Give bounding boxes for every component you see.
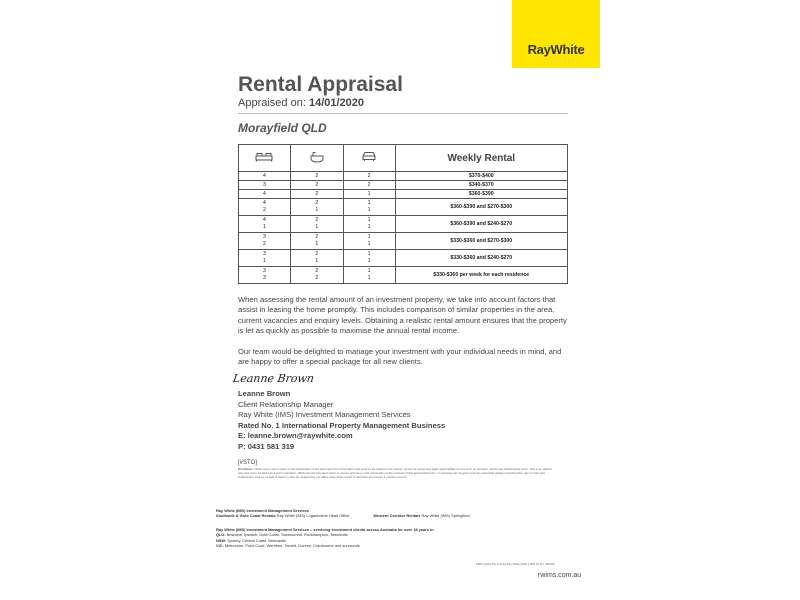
page-title: Rental Appraisal [238,73,403,96]
offer-paragraph: Our team would be delighted to manage your investment with your individual needs in mind, and are happy to offer a special package for all new clients. [238,347,562,367]
cell-beds: 4 1 [239,216,291,233]
cell-baths: 2 1 [290,199,343,216]
cell-cars: 2 [343,181,395,190]
cell-cars: 1 1 [343,216,395,233]
legal-line: PIMS (QLD) Pty Ltd t/as Ray White (IMS) | ABN 61 117 289 867 [476,562,556,566]
contact-phone: P: 0431 581 319 [238,441,295,451]
reference-code: [#STO] [238,460,257,466]
appraised-label: Appraised on: [238,97,306,109]
vic-label: VIC: [216,543,224,549]
table-row [239,216,568,233]
office1-label: Southside & Gold Coast Rentals [216,513,276,519]
vic-locations: Melbourne, Point Cook, Werribee, Tarneit, Doreen, Cranbourne and surrounds [224,543,360,549]
footer-offices [216,508,470,519]
suburb-heading: Morayfield QLD [238,121,327,135]
cell-baths: 2 2 [290,267,343,284]
handwritten-signature: Leanne Brown [232,372,315,385]
logo-text: RayWhite [527,42,585,57]
cell-cars: 1 [343,190,395,199]
contact-award: Rated No. 1 International Property Management Business [238,420,446,430]
cell-cars: 1 1 [343,199,395,216]
contact-email: E: leanne.brown@raywhite.com [238,431,353,441]
cell-price: $330-$360 and $240-$270 [395,250,567,267]
cell-price: $360-$390 and $240-$270 [395,216,567,233]
table-row [239,199,568,216]
office2-label: Western Corridor Rentals [373,513,421,519]
cell-baths: 2 [290,181,343,190]
cell-price: $340-$370 [395,181,567,190]
contact-block [238,389,445,453]
cell-baths: 2 1 [290,250,343,267]
footer-servicing-title: Ray White (IMS) Investment Management Services – servicing investment clients across Australia for over 18 years in: [216,527,435,532]
contact-role: Client Relationship Manager [238,399,334,409]
qld-locations: Brisbane, Ipswich, Gold Coast, Toowoomba, Rockhampton, Townsville [226,532,348,538]
cell-price: $330-$360 per week for each residence [395,267,567,284]
cell-beds: 3 1 [239,250,291,267]
office2-value: Ray White (IMS) Springfield [421,513,470,519]
cell-baths: 2 1 [290,233,343,250]
footer-office-2 [373,513,469,518]
website-link[interactable]: rwims.com.au [538,572,582,579]
cell-beds: 4 [239,190,291,199]
rental-table-body [239,172,568,284]
bed-icon [239,145,291,172]
rental-table [238,144,568,284]
table-row [239,172,568,181]
cell-beds: 3 2 [239,233,291,250]
table-row [239,250,568,267]
footer-vic [216,543,435,548]
car-icon [343,145,395,172]
disclaimer-label: Disclaimer: [238,467,254,471]
table-row [239,190,568,199]
weekly-rental-header: Weekly Rental [395,145,567,172]
office1-value: Ray White (IMS) Loganholme Head Office [276,513,350,519]
cell-beds: 3 3 [239,267,291,284]
cell-beds: 4 2 [239,199,291,216]
table-header-row [239,145,568,172]
raywhite-logo [512,0,600,68]
cell-cars: 1 1 [343,233,395,250]
cell-price: $360-$390 [395,190,567,199]
disclaimer-text: Whilst every care is taken in the preparation of this document from information and sources we believe to be correct, we do not accept any legal responsibility for any error or omission, which may inadvertently occur. This is an opinion only and not to be taken as a sworn valuation. Whilst all care has been taken to ensure accuracy in the preparation of the contents of this appraisal/opinion, no warranty can be given and any interested parties must therefore rely on their own independent enquiry as well. It needs to also be reviewed by our office every three month to ascertain and ensure it remains current. [238,467,553,479]
nsw-locations: Sydney, Central Coast, Newcastle [227,537,287,543]
appraised-date-line [238,97,364,109]
assessment-paragraph: When assessing the rental amount of an investment property, we take into account factors that assist in leasing the home promptly. This includes comparison of similar properties in the area, current vacancies and enquiry levels. Obtaining a realistic rental amount ensures that the property is let as quickly as possible to maximise the annual rental income. [238,295,567,336]
appraised-date: 14/01/2020 [308,97,365,109]
nsw-label: NSW: [216,537,227,543]
contact-company: Ray White (IMS) Investment Management Services [238,410,411,420]
cell-beds: 3 [239,181,291,190]
footer-servicing [216,527,435,549]
cell-price: $370-$400 [395,172,567,181]
title-divider [238,113,568,114]
table-row [239,233,568,250]
table-row [239,181,568,190]
cell-cars: 1 1 [343,267,395,284]
cell-cars: 2 [343,172,395,181]
contact-name: Leanne Brown [238,389,291,398]
footer-office-1 [216,513,349,518]
disclaimer [238,467,558,479]
footer-company-title: Ray White (IMS) Investment Management Services [216,508,309,513]
cell-price: $330-$360 and $270-$300 [395,233,567,250]
cell-baths: 2 1 [290,216,343,233]
cell-baths: 2 [290,172,343,181]
footer-office-row [216,513,470,518]
bath-icon [290,145,343,172]
cell-price: $360-$390 and $270-$300 [395,199,567,216]
qld-label: QLD: [216,532,226,538]
cell-cars: 1 1 [343,250,395,267]
table-row [239,267,568,284]
cell-beds: 4 [239,172,291,181]
cell-baths: 2 [290,190,343,199]
